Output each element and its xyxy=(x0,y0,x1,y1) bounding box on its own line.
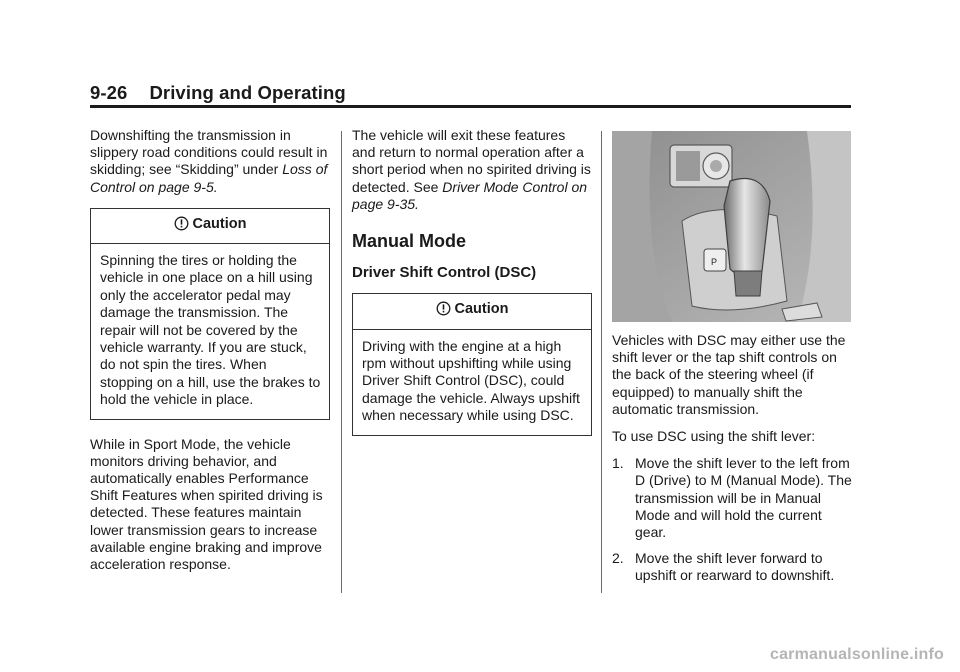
exit-paragraph xyxy=(352,127,592,213)
caution-box xyxy=(90,208,330,420)
page-header xyxy=(90,82,346,104)
subsection-heading: Driver Shift Control (DSC) xyxy=(352,264,537,282)
column-middle xyxy=(352,127,592,436)
warning-icon xyxy=(436,301,451,321)
intro-paragraph xyxy=(90,127,330,196)
cross-reference-link[interactable]: Driver Mode Control on page 9-35. xyxy=(352,178,588,212)
column-divider xyxy=(341,131,342,593)
steps-list xyxy=(612,455,852,584)
page-number: 9-26 xyxy=(90,82,128,103)
list-item xyxy=(612,455,852,541)
column-right xyxy=(612,131,852,594)
intro-text: Downshifting the transmission in slippery road conditions could result in skidding; see “Skidding” under xyxy=(90,127,328,178)
warning-icon xyxy=(174,216,189,236)
caution-body: Spinning the tires or holding the vehicle in one place on a hill using only the accelerator pedal may damage the transmission. The repair will not be covered by the vehicle warranty. If you are stuck, do not spin the tires. When stopping on a hill, use the brakes to hold the vehicle in place. xyxy=(100,252,321,408)
caution-header xyxy=(353,294,591,329)
header-rule xyxy=(90,105,851,108)
step-text: Move the shift lever forward to upshift or rearward to downshift. xyxy=(635,550,835,584)
caution-title: Caution xyxy=(454,301,509,318)
caution-box xyxy=(352,293,592,435)
caution-body: Driving with the engine at a high rpm without upshifting while using Driver Shift Control (DSC), could damage the vehicle. Always upshift when necessary while using DSC. xyxy=(362,337,580,424)
section-title: Driving and Operating xyxy=(149,82,346,103)
step-text: Move the shift lever to the left from D (Drive) to M (Manual Mode). The transmission will be in Manual Mode and will hold the current gear. xyxy=(635,455,852,541)
cross-reference-link[interactable]: Loss of Control on page 9-5. xyxy=(90,161,328,195)
column-left xyxy=(90,127,330,573)
shift-lever-illustration xyxy=(612,131,851,322)
exit-text: The vehicle will exit these features and return to normal operation after a short period when no spirited driving is detected. See xyxy=(352,127,591,195)
step-number: 2. xyxy=(612,550,624,567)
caution-title: Caution xyxy=(192,215,247,232)
column-divider xyxy=(601,131,602,593)
step-number: 1. xyxy=(612,455,624,472)
list-item xyxy=(612,550,852,584)
svg-text:P: P xyxy=(711,257,718,267)
section-heading: Manual Mode xyxy=(352,231,467,252)
caution-header xyxy=(91,209,329,244)
dsc-paragraph: Vehicles with DSC may either use the shift lever or the tap shift controls on the back of the steering wheel (if equipped) to manually shift the automatic transmission. xyxy=(612,332,846,417)
watermark: carmanualsonline.info xyxy=(769,646,944,663)
use-dsc-intro: To use DSC using the shift lever: xyxy=(612,428,816,445)
sport-mode-paragraph: While in Sport Mode, the vehicle monitors driving behavior, and automatically enables Performance Shift Features when spirited driving is detected. These features maintain lower transmission gears to increase available engine braking and improve acceleration response. xyxy=(90,435,323,573)
